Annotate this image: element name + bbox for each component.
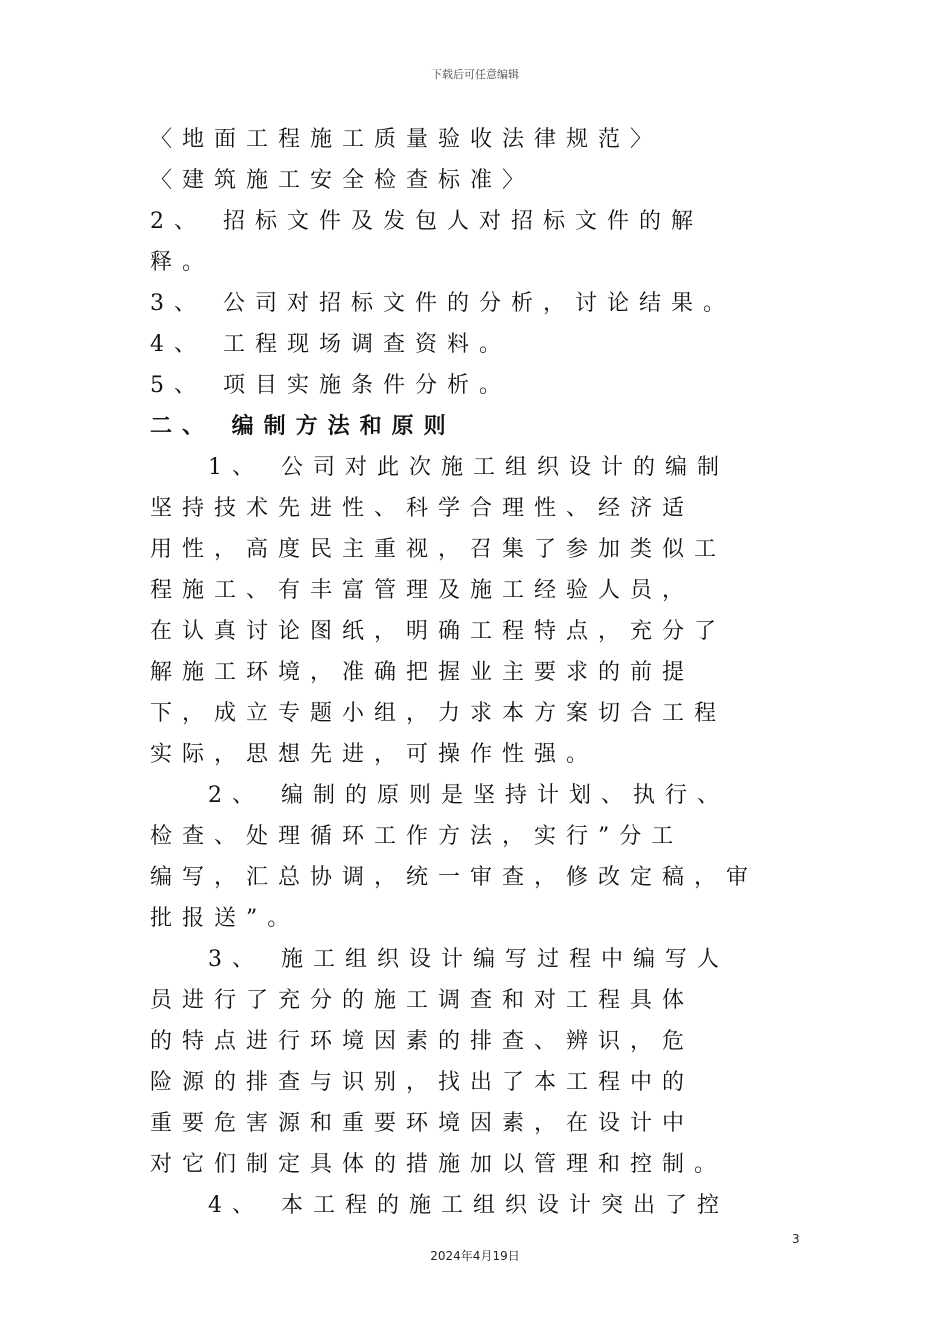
text-line: 〈地面工程施工质量验收法律规范〉 <box>150 127 663 152</box>
text-line: 1、 公司对此次施工组织设计的编制 <box>208 455 729 480</box>
text-line: 用性，高度民主重视，召集了参加类似工 <box>150 537 727 562</box>
text-line: 检查、处理循环工作方法，实行”分工 <box>150 824 684 849</box>
text-line: 2、 招标文件及发包人对招标文件的解 <box>150 209 703 234</box>
text-line: 对它们制定具体的措施加以管理和控制。 <box>150 1152 727 1177</box>
text-line: 实际，思想先进，可操作性强。 <box>150 742 599 767</box>
text-line: 员进行了充分的施工调查和对工程具体 <box>150 988 695 1013</box>
text-line: 5、 项目实施条件分析。 <box>150 373 511 398</box>
text-line: 重要危害源和重要环境因素，在设计中 <box>150 1111 695 1136</box>
document-body <box>150 119 830 1226</box>
text-line: 解施工环境，准确把握业主要求的前提 <box>150 660 695 685</box>
text-line: 下，成立专题小组，力求本方案切合工程 <box>150 701 727 726</box>
text-line: 批报送”。 <box>150 906 300 931</box>
text-line: 编写，汇总协调，统一审查，修改定稿，审 <box>150 865 759 890</box>
text-line: 在认真讨论图纸，明确工程特点，充分了 <box>150 619 727 644</box>
page-footer-date: 2024年4月19日 <box>430 1249 520 1263</box>
section-heading: 二、 编制方法和原则 <box>150 414 456 439</box>
text-line: 险源的排查与识别，找出了本工程中的 <box>150 1070 695 1095</box>
text-line: 4、 工程现场调查资料。 <box>150 332 511 357</box>
text-line: 坚持技术先进性、科学合理性、经济适 <box>150 496 695 521</box>
text-line: 3、 公司对招标文件的分析，讨论结果。 <box>150 291 735 316</box>
text-line: 的特点进行环境因素的排查、辨识，危 <box>150 1029 695 1054</box>
text-line: 〈建筑施工安全检查标准〉 <box>150 168 535 193</box>
page-number: 3 <box>792 1232 800 1246</box>
text-line: 2、 编制的原则是坚持计划、执行、 <box>208 783 729 808</box>
text-line: 释。 <box>150 250 215 275</box>
text-line: 3、 施工组织设计编写过程中编写人 <box>208 947 729 972</box>
page-header: 下载后可任意编辑 <box>431 68 519 81</box>
text-line: 程施工、有丰富管理及施工经验人员， <box>150 578 695 603</box>
text-line: 4、 本工程的施工组织设计突出了控 <box>208 1193 729 1218</box>
